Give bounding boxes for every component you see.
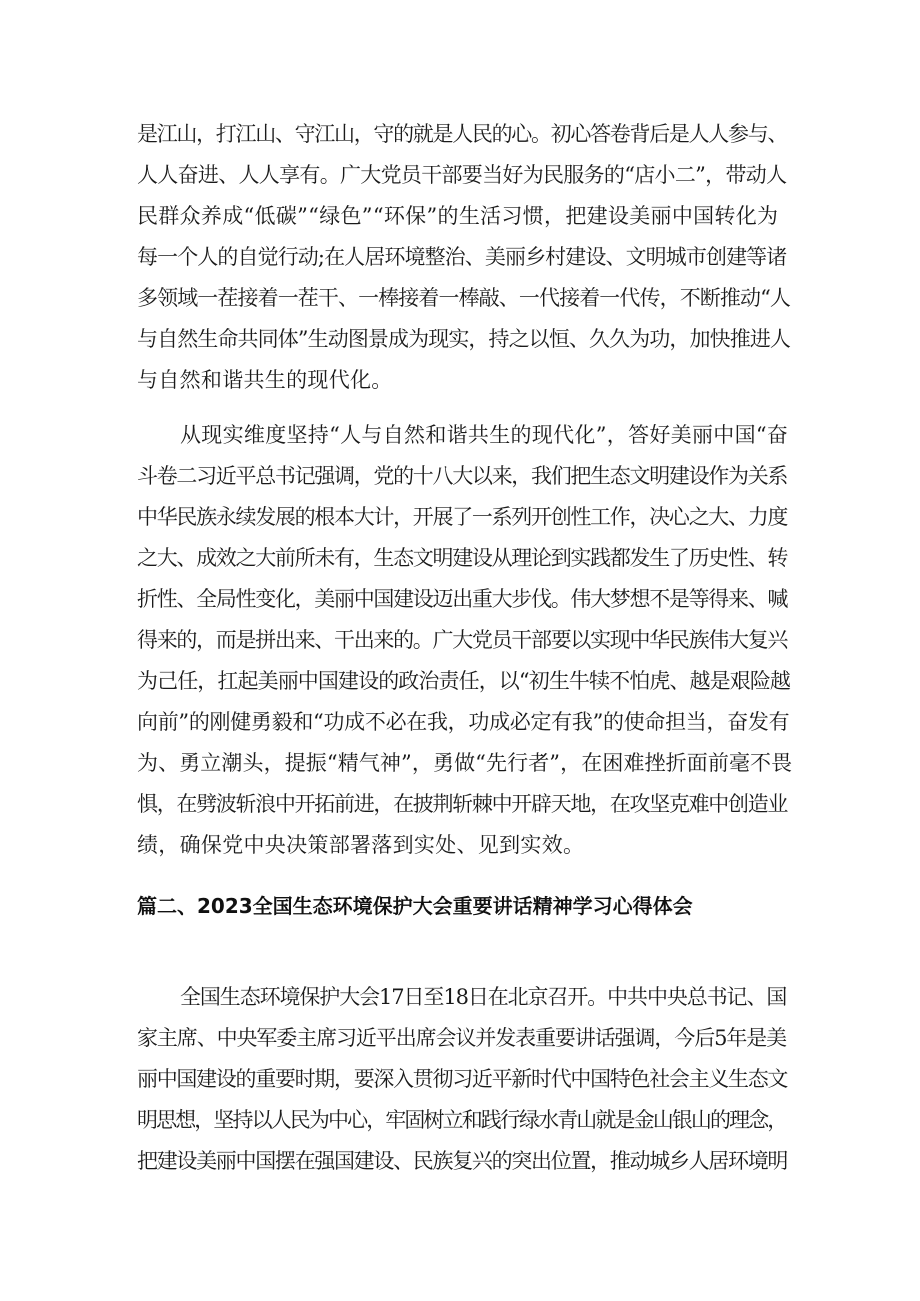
- text-line: 为己任，扛起美丽中国建设的政治责任，以“初生牛犊不怕虎、越是艰险越: [137, 669, 791, 693]
- text-line: 全国生态环境保护大会17日至18日在北京召开。中共中央总书记、国: [180, 985, 787, 1009]
- text-line: 明思想，坚持以人民为中心，牢固树立和践行绿水青山就是金山银山的理念，: [137, 1108, 787, 1132]
- text-line: 之大、成效之大前所未有，生态文明建设从理论到实践都发生了历史性、转: [137, 546, 788, 570]
- text-line: 中华民族永续发展的根本大计，开展了一系列开创性工作，决心之大、力度: [137, 505, 788, 529]
- text-line: 与自然和谐共生的现代化。: [137, 368, 393, 392]
- text-line: 惧，在劈波斩浪中开拓前进，在披荆斩棘中开辟天地，在攻坚克难中创造业: [137, 792, 788, 816]
- text-line: 向前”的刚健勇毅和“功成不必在我，功成必定有我”的使命担当，奋发有: [137, 710, 790, 734]
- text-line: 为、勇立潮头，提振“精气神”，勇做“先行者”，在困难挫折面前毫不畏: [137, 751, 793, 775]
- text-line: 民群众养成“低碳”“绿色”“环保”的生活习惯，把建设美丽中国转化为: [137, 204, 779, 228]
- text-line: 折性、全局性变化，美丽中国建设迈出重大步伐。伟大梦想不是等得来、喊: [137, 587, 788, 611]
- text-line: 每一个人的自觉行动;在人居环境整治、美丽乡村建设、文明城市创建等诸: [137, 245, 787, 269]
- text-line: 人人奋进、人人享有。广大党员干部要当好为民服务的“店小二”，带动人: [137, 163, 787, 187]
- text-line: 家主席、中央军委主席习近平出席会议并发表重要讲话强调，今后5年是美: [137, 1026, 787, 1050]
- text-line: 丽中国建设的重要时期，要深入贯彻习近平新时代中国特色社会主义生态文: [137, 1067, 788, 1091]
- text-line: 与自然生命共同体”生动图景成为现实，持之以恒、久久为功，加快推进人: [137, 327, 791, 351]
- text-line: 是江山，打江山、守江山，守的就是人民的心。初心答卷背后是人人参与、: [137, 122, 788, 146]
- text-line: 斗卷二习近平总书记强调，党的十八大以来，我们把生态文明建设作为关系: [137, 464, 788, 488]
- text-line: 多领域一茬接着一茬干、一棒接着一棒敲、一代接着一代传，不断推动“人: [137, 286, 791, 310]
- text-line: 从现实维度坚持“人与自然和谐共生的现代化”，答好美丽中国“奋: [180, 423, 789, 447]
- section-heading: 篇二、2023全国生态环境保护大会重要讲话精神学习心得体会: [137, 894, 693, 918]
- text-line: 得来的，而是拼出来、干出来的。广大党员干部要以实现中华民族伟大复兴: [137, 628, 788, 652]
- text-line: 把建设美丽中国摆在强国建设、民族复兴的突出位置，推动城乡人居环境明: [137, 1149, 788, 1173]
- text-line: 绩，确保党中央决策部署落到实处、见到实效。: [137, 833, 585, 857]
